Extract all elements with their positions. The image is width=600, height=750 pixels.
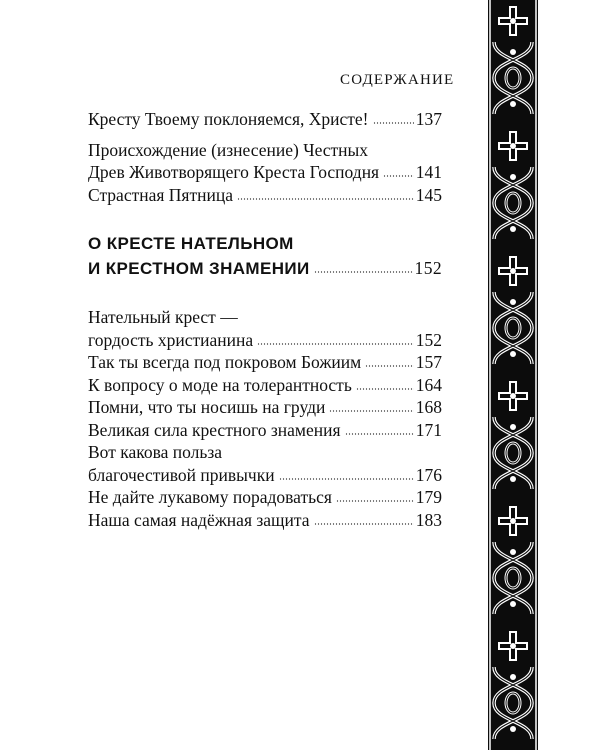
toc-entry[interactable] [88,396,442,419]
toc-entry-page: 141 [415,162,442,182]
toc-entry-title: Древ Животворящего Креста Господня [88,162,380,182]
toc-entry[interactable] [88,108,442,131]
leader-dots [257,342,414,346]
toc-entry-title: Вот какова польза [88,442,223,462]
toc-entry-page: 171 [415,419,442,440]
toc-entry-page: 168 [415,397,442,417]
toc-entry[interactable] [88,419,442,442]
toc-entry[interactable] [88,374,442,397]
toc-entry-page: 145 [415,184,442,205]
table-of-contents [88,108,442,531]
page-title: СОДЕРЖАНИЕ [340,72,455,88]
leader-dots [336,499,414,503]
toc-entry-title: Наша самая надёжная защита [88,509,310,530]
section-heading[interactable] [88,232,442,256]
toc-entry-title: Происхождение (изнесение) Честных [88,139,369,160]
toc-entry-title: благочестивой привычки [88,464,275,485]
toc-entry[interactable] [88,509,442,532]
toc-entry[interactable] [88,139,442,162]
leader-dots [365,364,414,368]
toc-entry[interactable] [88,306,442,329]
leader-dots [373,121,414,125]
toc-entry-page: 157 [415,352,442,372]
toc-entry-title: Так ты всегда под покровом Божиим [88,352,362,372]
toc-entry[interactable] [88,184,442,207]
celtic-knot-border-icon [488,0,538,750]
toc-entry[interactable] [88,441,442,464]
toc-entry-title: Великая сила крестного знамения [88,419,341,440]
section-heading-line2: И КРЕСТНОМ ЗНАМЕНИИ [88,259,310,278]
leader-dots [329,409,413,413]
section-heading-page: 152 [414,258,442,278]
toc-entry-title: Страстная Пятница [88,184,233,205]
toc-entry-page: 152 [415,329,442,350]
toc-entry-page: 179 [415,487,442,507]
leader-dots [279,477,414,481]
toc-entry-page: 183 [415,509,442,530]
leader-dots [345,432,414,436]
toc-entry-page: 137 [415,109,442,129]
toc-entry-title: Не дайте лукавому порадоваться [88,487,332,507]
leader-dots [314,270,413,274]
toc-entry-page: 164 [415,374,442,395]
toc-entry-page: 176 [415,464,442,485]
toc-entry[interactable] [88,351,442,374]
toc-entry-continuation[interactable] [88,329,442,352]
toc-entry-title: Нательный крест — [88,307,238,327]
section-heading-line1: О КРЕСТЕ НАТЕЛЬНОМ [88,234,294,253]
section-heading-continuation[interactable] [88,256,442,280]
toc-entry-title: Кресту Твоему поклоняемся, Христе! [88,109,369,129]
toc-entry-title: Помни, что ты носишь на груди [88,397,326,417]
leader-dots [356,387,414,391]
toc-entry-title: К вопросу о моде на толерантность [88,374,352,395]
toc-entry-title: гордость христианина [88,329,254,350]
leader-dots [314,522,414,526]
toc-entry-continuation[interactable] [88,161,442,184]
leader-dots [383,174,414,178]
leader-dots [237,197,414,201]
toc-entry-continuation[interactable] [88,464,442,487]
toc-entry[interactable] [88,486,442,509]
